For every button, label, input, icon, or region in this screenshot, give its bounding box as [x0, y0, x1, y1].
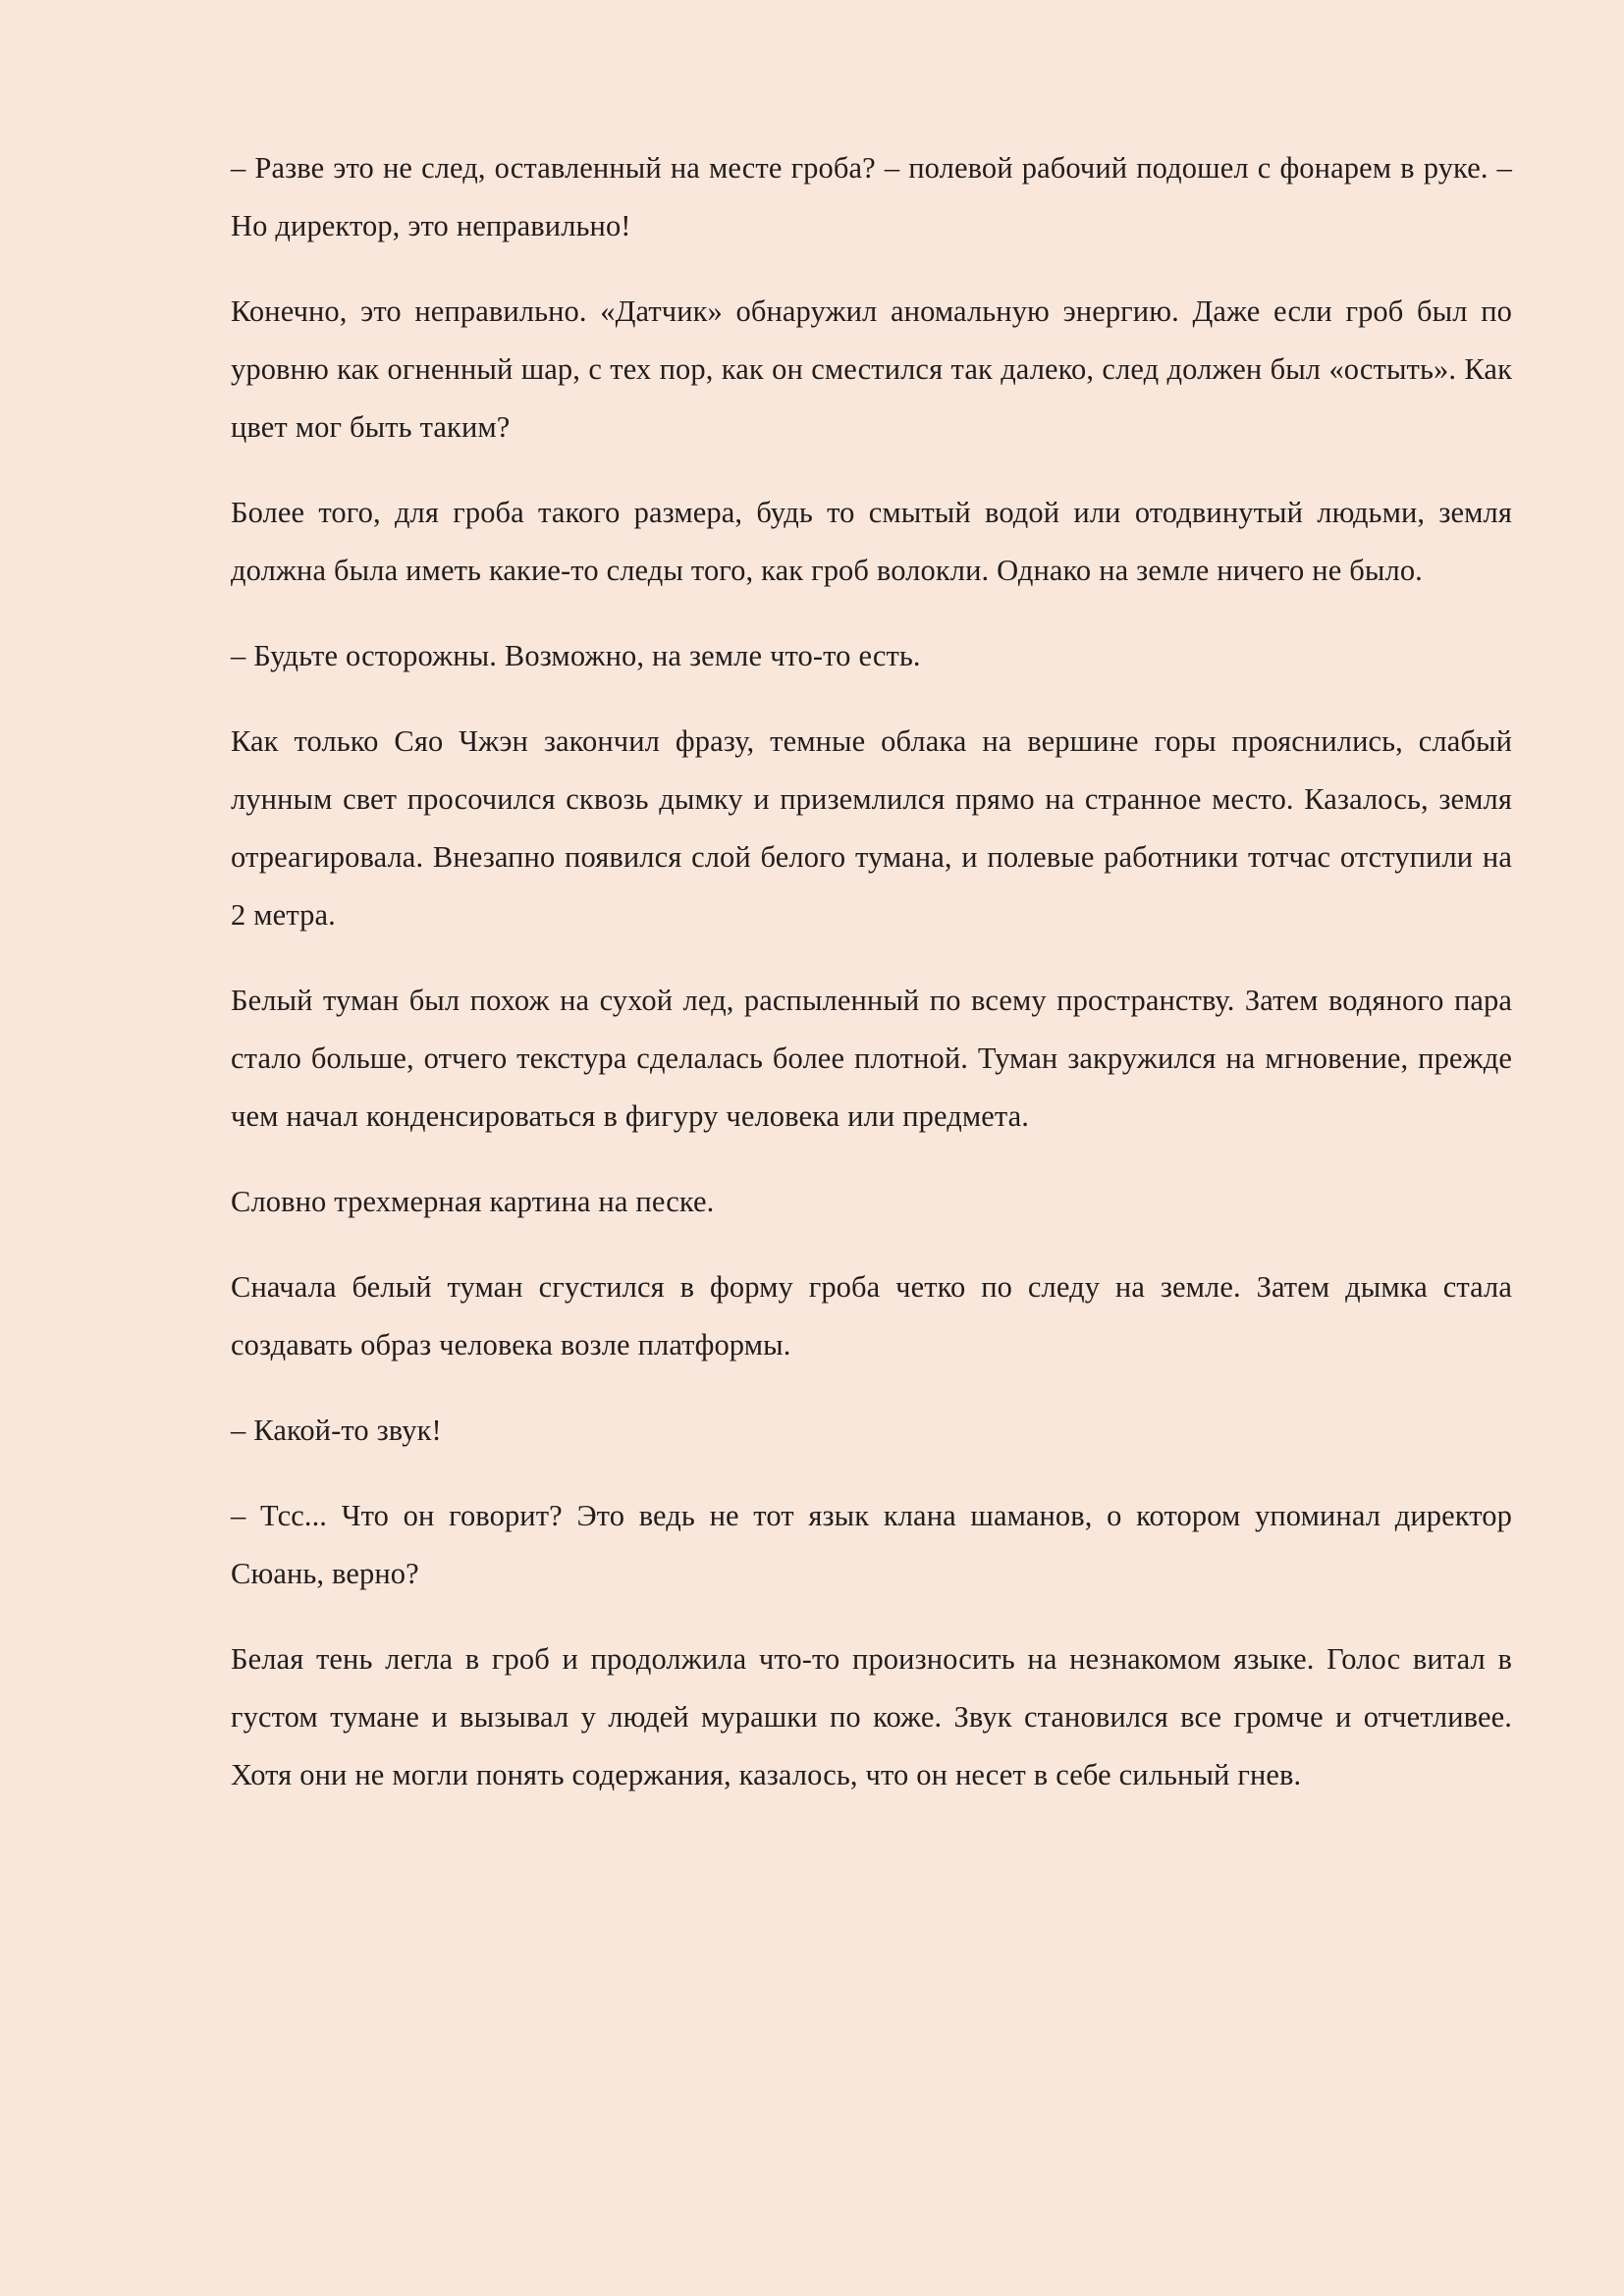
- paragraph: Белый туман был похож на сухой лед, распыленный по всему пространству. Затем водяного пара стало больше, отчего текстура сделалась более плотной. Туман закружился на мгновение, прежде чем начал конденсироваться в фигуру человека или предмета.: [231, 984, 1512, 1133]
- paragraph: Словно трехмерная картина на песке.: [231, 1185, 715, 1218]
- paragraph: – Какой-то звук!: [231, 1414, 442, 1447]
- paragraph: – Разве это не след, оставленный на месте гроба? – полевой рабочий подошел с фонарем в руке. – Но директор, это неправильно!: [231, 151, 1512, 242]
- paragraph: Более того, для гроба такого размера, будь то смытый водой или отодвинутый людьми, земля должна была иметь какие-то следы того, как гроб волокли. Однако на земле ничего не было.: [231, 496, 1512, 587]
- paragraph: Как только Сяо Чжэн закончил фразу, темные облака на вершине горы прояснились, слабый лунным свет просочился сквозь дымку и приземлился прямо на странное место. Казалось, земля отреагировала. Внезапно появился слой белого тумана, и полевые работники тотчас отступили на 2 метра.: [231, 724, 1512, 932]
- paragraph: – Будьте осторожны. Возможно, на земле что-то есть.: [231, 639, 921, 672]
- text-column: [231, 139, 1512, 1804]
- paragraph: Конечно, это неправильно. «Датчик» обнаружил аномальную энергию. Даже если гроб был по уровню как огненный шар, с тех пор, как он сместился так далеко, след должен был «остыть». Как цвет мог быть таким?: [231, 294, 1512, 444]
- paragraph: – Тсс... Что он говорит? Это ведь не тот язык клана шаманов, о котором упоминал директор Сюань, верно?: [231, 1499, 1512, 1590]
- paragraph: Сначала белый туман сгустился в форму гроба четко по следу на земле. Затем дымка стала создавать образ человека возле платформы.: [231, 1270, 1512, 1362]
- paragraph: Белая тень легла в гроб и продолжила что-то произносить на незнакомом языке. Голос витал в густом тумане и вызывал у людей мурашки по коже. Звук становился все громче и отчетливее. Хотя они не могли понять содержания, казалось, что он несет в себе сильный гнев.: [231, 1642, 1512, 1791]
